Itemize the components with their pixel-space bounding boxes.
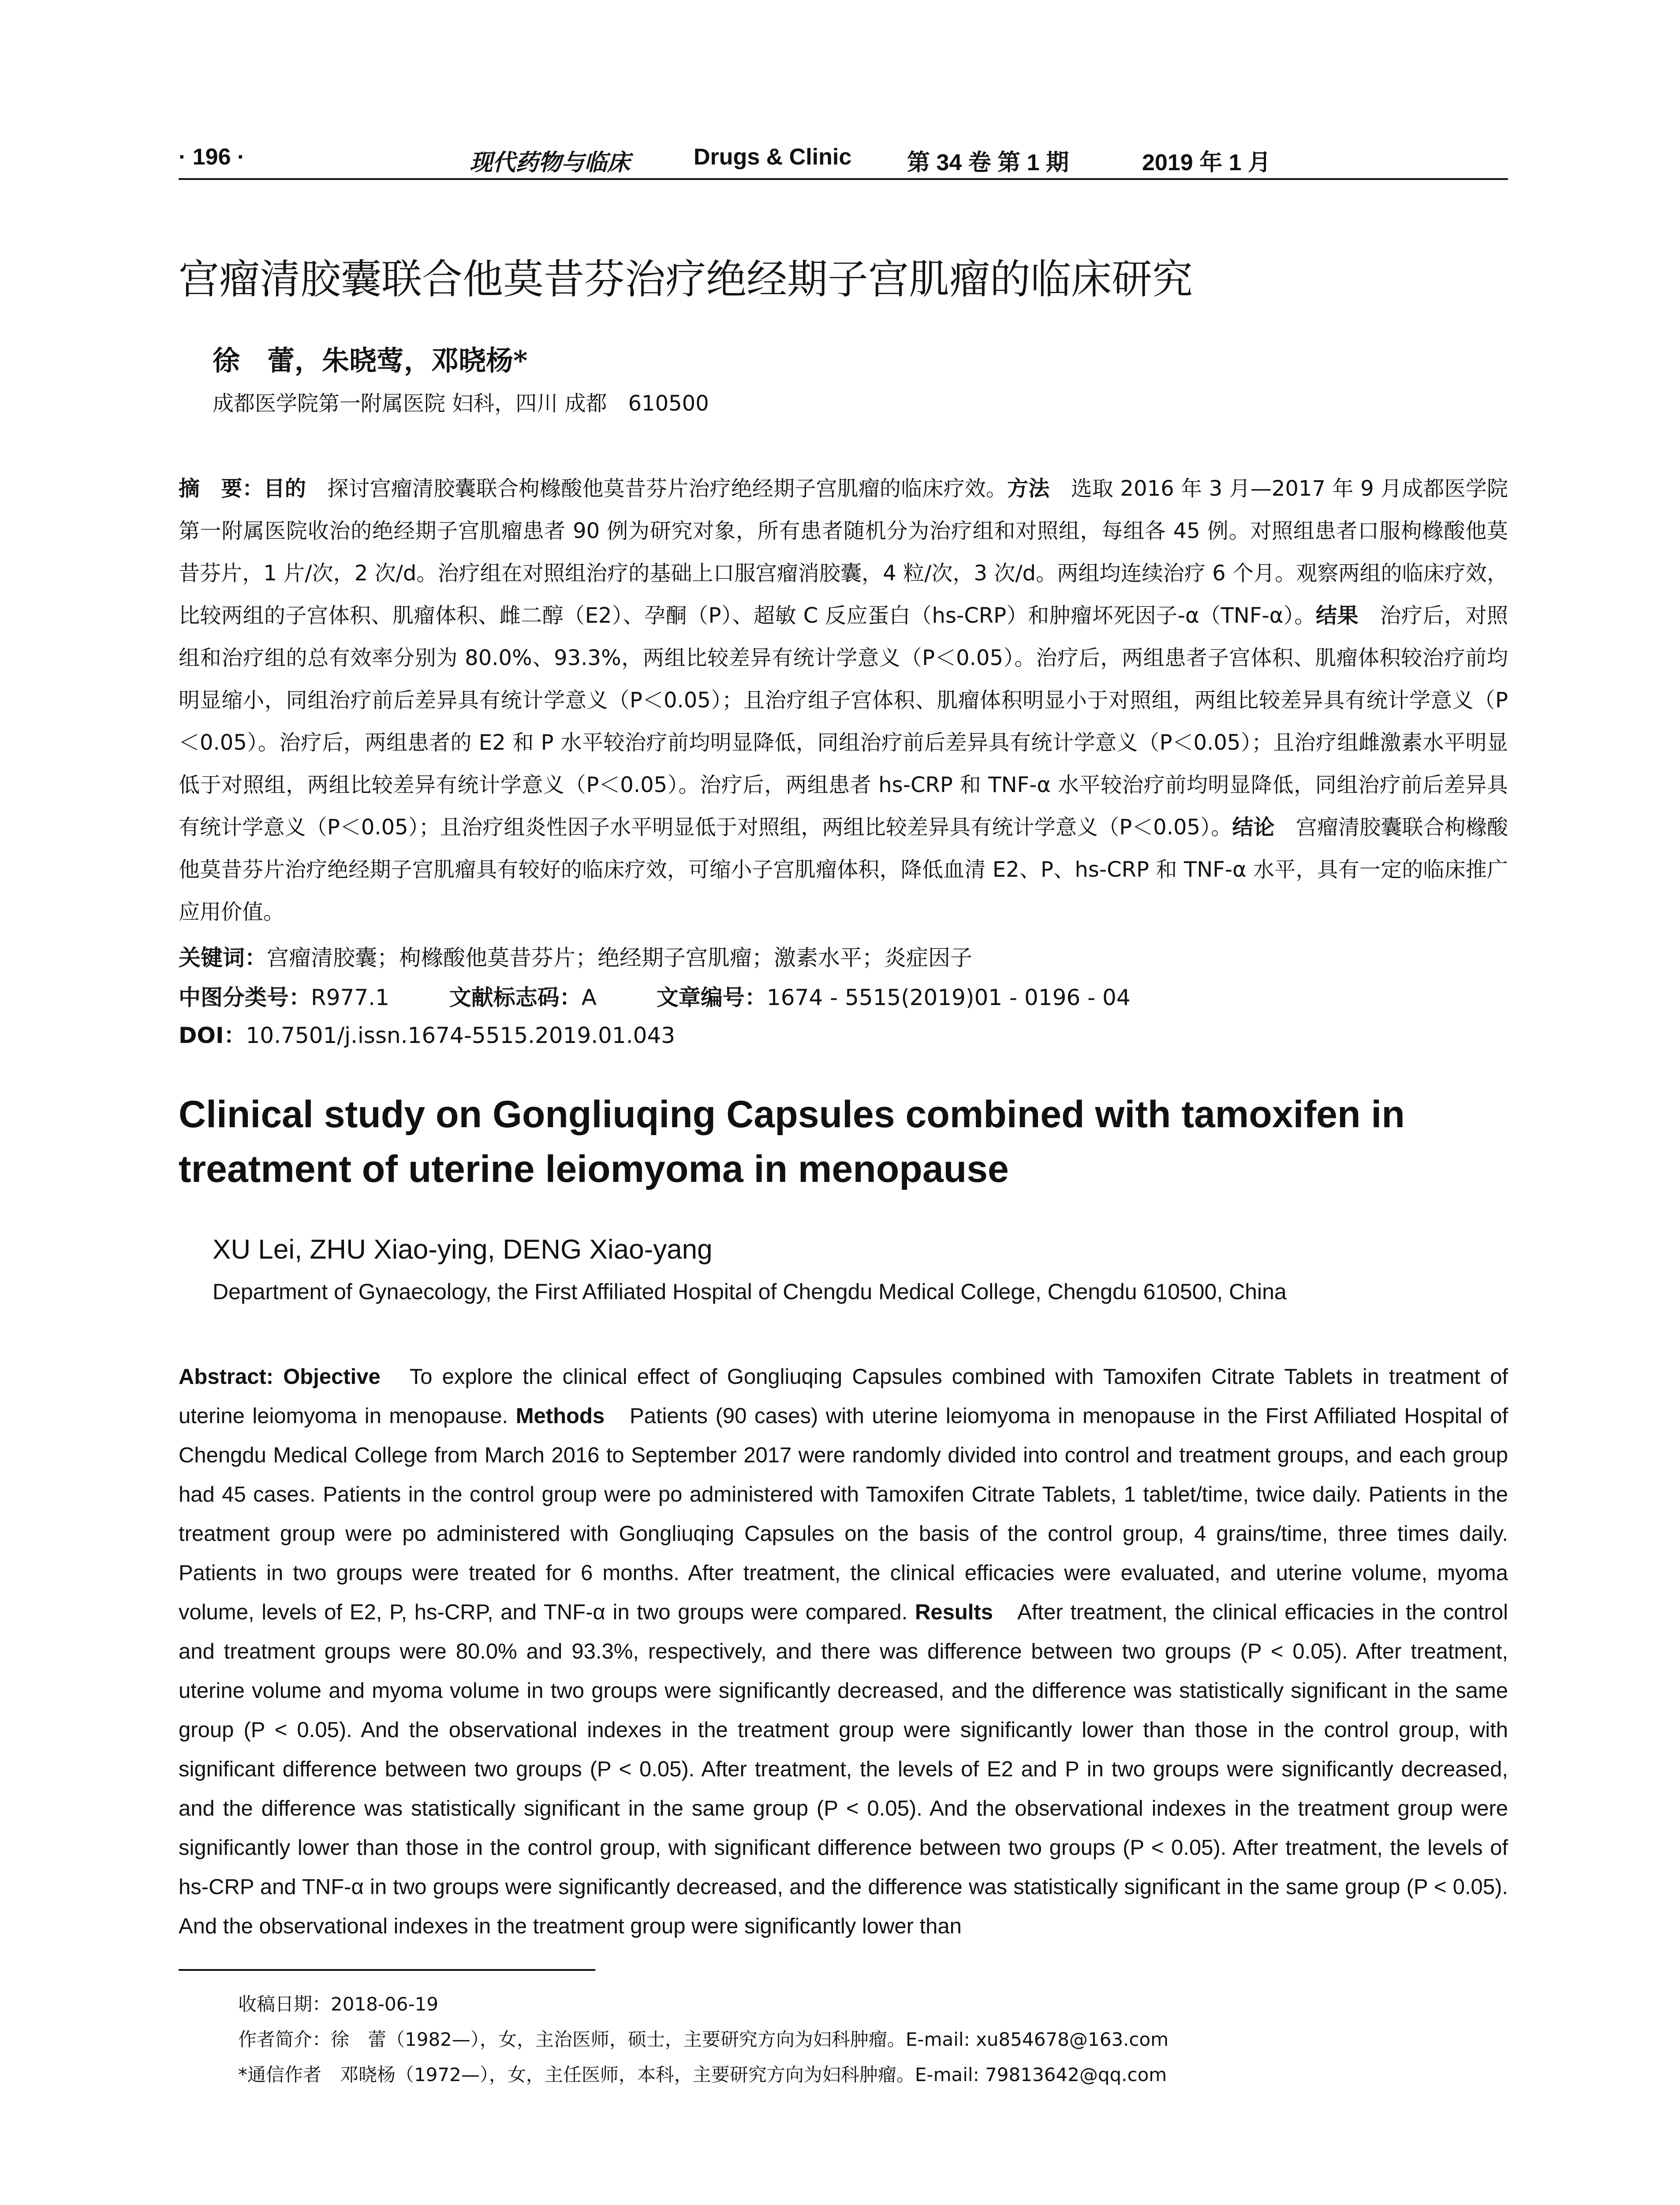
en-results: After treatment, the clinical efficacies in the control and treatment groups were 80.0% and 93.3%, respectively, and there was difference between two groups (P < 0.05). After treatment, uterine volume and myoma volume in two groups were significantly decreased, and the difference was statistically significant in the same group (P < 0.05). And the observational indexes in the treatment group were significantly lower than those in the control group, with significant difference between two groups (P < 0.05). After treatment, the levels of E2 and P in two groups were significantly decreased, and the difference was statistically significant in the same group (P < 0.05). And the observational indexes in the treatment group were significantly lower than those in the control group, with significant difference between two groups (P < 0.05). After treatment, the levels of hs-CRP and TNF-α in two groups were significantly decreased, and the difference was statistically significant in the same group (P < 0.05). And the observational indexes in the treatment group were significantly lower than [179, 1600, 1508, 1938]
en-title: Clinical study on Gongliuqing Capsules combined with tamoxifen in treatment of uterine leiomyoma in menopause [179, 1093, 1405, 1190]
cn-results-label: 结果 [1315, 603, 1359, 628]
en-authors: XU Lei, ZHU Xiao-ying, DENG Xiao-yang [213, 1234, 713, 1265]
footnotes [238, 1987, 1169, 2093]
en-affiliation: Department of Gynaecology, the First Affiliated Hospital of Chengdu Medical College, Chengdu 610500, China [213, 1279, 1287, 1304]
clc-value: R977.1 [311, 985, 389, 1010]
en-methods-label: Methods [515, 1404, 605, 1428]
volume-issue: 第 34 卷 第 1 期 [907, 150, 1069, 176]
cn-keywords [179, 940, 1025, 972]
cn-objective-label: 目的 [263, 476, 306, 501]
en-abstract-label: Abstract: [179, 1365, 274, 1389]
cn-methods-label: 方法 [1007, 476, 1050, 501]
en-abstract [179, 1357, 1508, 1946]
author-bio: 作者简介：徐 蕾（1982—），女，主治医师，硕士，主要研究方向为妇科肿瘤。E-mail: xu854678@163.com [238, 2029, 1169, 2050]
journal-name-en: Drugs & Clinic [694, 144, 852, 170]
cn-keywords-value: 宫瘤清胶囊；枸橼酸他莫昔芬片；绝经期子宫肌瘤；激素水平；炎症因子 [267, 945, 972, 971]
article-no-value: 1674 - 5515(2019)01 - 0196 - 04 [766, 985, 1131, 1010]
issue-date: 2019 年 1 月 [1142, 150, 1271, 176]
doc-code-value: A [581, 985, 597, 1010]
doi-label: DOI： [179, 1023, 246, 1048]
cn-results: 治疗后，对照组和治疗组的总有效率分别为 80.0%、93.3%，两组比较差异有统计学意义（P＜0.05）。治疗后，两组患者子宫体积、肌瘤体积较治疗前均明显缩小，同组治疗前后差异具有统计学意义（P＜0.05）；且治疗组子宫体积、肌瘤体积明显小于对照组，两组比较差异具有统计学意义（P＜0.05）。治疗后，两组患者的 E2 和 P 水平较治疗前均明显降低，同组治疗前后差异具有统计学意义（P＜0.05）；且治疗组雌激素水平明显低于对照组，两组比较差异有统计学意义（P＜0.05）。治疗后，两组患者 hs-CRP 和 TNF-α 水平较治疗前均明显降低，同组治疗前后差异具有统计学意义（P＜0.05）；且治疗组炎性因子水平明显低于对照组，两组比较差异具有统计学意义（P＜0.05）。 [179, 603, 1508, 840]
doc-code-label: 文献标志码： [449, 985, 582, 1010]
article-no-label: 文章编号： [656, 985, 767, 1010]
doi-value: 10.7501/j.issn.1674-5515.2019.01.043 [246, 1023, 676, 1048]
cn-affiliation: 成都医学院第一附属医院 妇科，四川 成都 610500 [213, 391, 709, 416]
clc-label: 中图分类号： [179, 985, 311, 1010]
cn-conclusion: 宫瘤清胶囊联合枸橼酸他莫昔芬片治疗绝经期子宫肌瘤具有较好的临床疗效，可缩小子宫肌瘤体积，降低血清 E2、P、hs-CRP 和 TNF-α 水平，具有一定的临床推广应用价值。 [179, 815, 1508, 924]
footnote-divider [179, 1969, 595, 1971]
cn-objective: 探讨宫瘤清胶囊联合枸橼酸他莫昔芬片治疗绝经期子宫肌瘤的临床疗效。 [306, 476, 1008, 501]
corresponding-author: *通信作者 邓晓杨（1972—），女，主任医师，本科，主要研究方向为妇科肿瘤。E-mail: 79813642@qq.com [238, 2064, 1167, 2085]
en-results-label: Results [915, 1600, 993, 1624]
cn-abstract-label: 摘 要： [179, 476, 264, 501]
en-objective: To explore the clinical effect of Gongliuqing Capsules combined with Tamoxifen Citrate Tablets in treatment of uterine leiomyoma in menopause. [179, 1365, 1508, 1428]
cn-keywords-label: 关键词： [179, 945, 267, 971]
running-header [179, 140, 1508, 180]
cn-title: 宫瘤清胶囊联合他莫昔芬治疗绝经期子宫肌瘤的临床研究 [179, 256, 1193, 303]
page-number: · 196 · [179, 144, 245, 170]
en-methods: Patients (90 cases) with uterine leiomyoma in menopause in the First Affiliated Hospital of Chengdu Medical College from March 2016 to September 2017 were randomly divided into control and treatment groups, and each group had 45 cases. Patients in the control group were po administered with Tamoxifen Citrate Tablets, 1 tablet/time, twice daily. Patients in the treatment group were po administered with Gongliuqing Capsules on the basis of the control group, 4 grains/time, three times daily. Patients in two groups were treated for 6 months. After treatment, the clinical efficacies were evaluated, and uterine volume, myoma volume, levels of E2, P, hs-CRP, and TNF-α in two groups were compared. [179, 1404, 1508, 1624]
cn-conclusion-label: 结论 [1232, 815, 1275, 840]
cn-methods: 选取 2016 年 3 月—2017 年 9 月成都医学院第一附属医院收治的绝经期子宫肌瘤患者 90 例为研究对象，所有患者随机分为治疗组和对照组，每组各 45 例。对照组患者口服枸橼酸他莫昔芬片，1 片/次，2 次/d。治疗组在对照组治疗的基础上口服宫瘤消胶囊，4 粒/次，3 次/d。两组均连续治疗 6 个月。观察两组的临床疗效，比较两组的子宫体积、肌瘤体积、雌二醇（E2）、孕酮（P）、超敏 C 反应蛋白（hs-CRP）和肿瘤坏死因子-α（TNF-α）。 [179, 476, 1508, 628]
cn-classification [179, 980, 1183, 1012]
received-date: 收稿日期：2018-06-19 [238, 1993, 439, 2015]
cn-abstract [179, 467, 1508, 933]
doi-line [179, 1018, 728, 1050]
en-objective-label: Objective [283, 1365, 381, 1389]
journal-name-cn: 现代药物与临床 [470, 149, 631, 176]
cn-authors: 徐 蕾，朱晓莺，邓晓杨* [213, 344, 528, 377]
